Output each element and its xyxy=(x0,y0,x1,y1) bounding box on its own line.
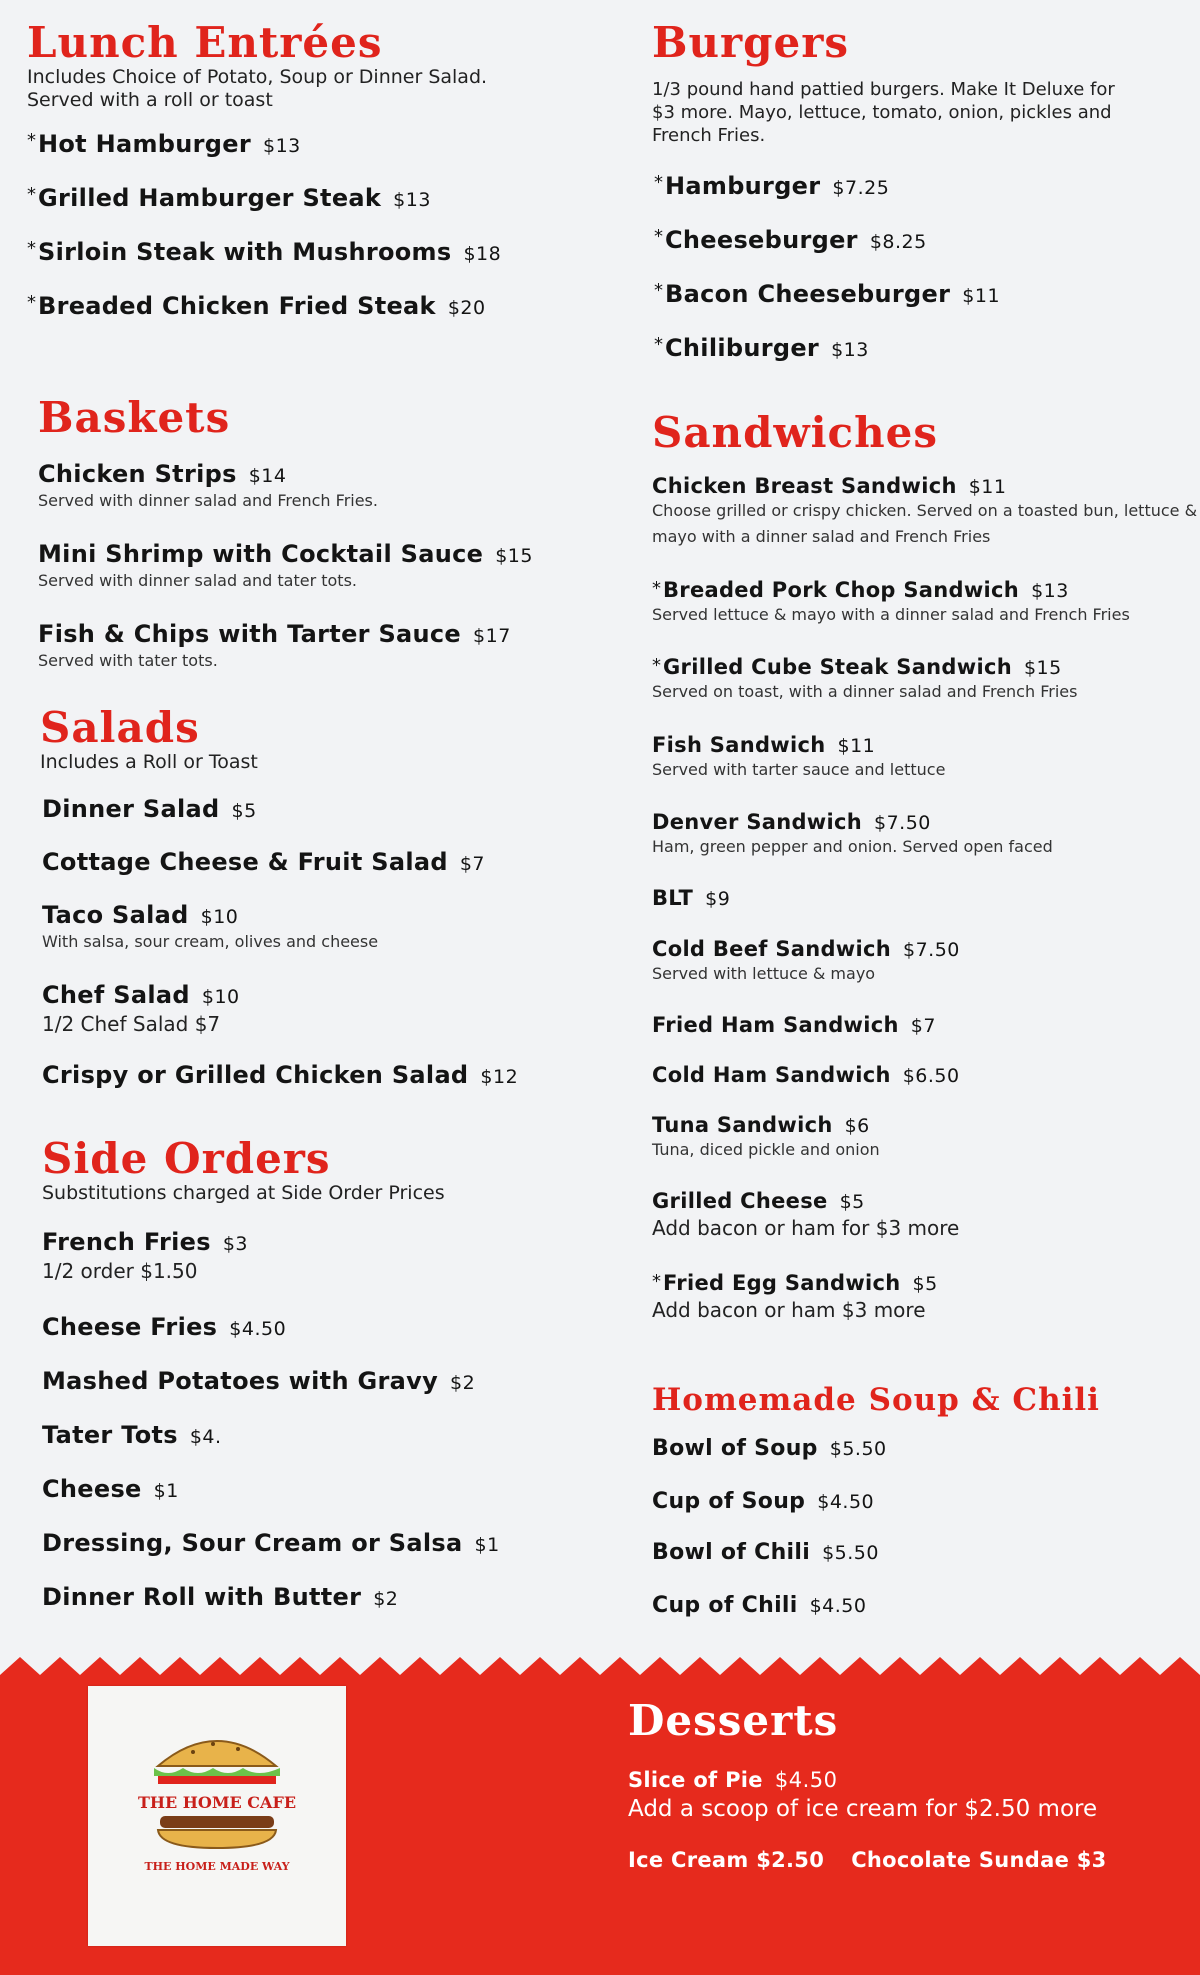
item-name: Cheese xyxy=(42,1475,142,1503)
item-price: $7.25 xyxy=(832,177,890,199)
item-price: $8.25 xyxy=(869,231,927,253)
item-name: Chicken Strips xyxy=(38,460,237,488)
item-description: Choose grilled or crispy chicken. Served on a toasted bun, lettuce & xyxy=(652,501,1198,520)
lunch-heading: Lunch Entrées xyxy=(27,18,383,67)
menu-item xyxy=(652,1593,867,1618)
item-price: $5 xyxy=(231,800,257,822)
lunch-section xyxy=(27,18,657,112)
menu-item xyxy=(27,238,501,266)
item-description: Ham, green pepper and onion. Served open faced xyxy=(652,837,1053,856)
soup-section xyxy=(652,1382,1192,1418)
item-name: Cup of Soup xyxy=(652,1489,806,1514)
salads-heading: Salads xyxy=(40,703,200,752)
ice-cream-item: Ice Cream $2.50 xyxy=(628,1848,825,1872)
menu-item xyxy=(42,1421,222,1449)
item-name: BLT xyxy=(652,886,694,910)
item-price: $5.50 xyxy=(822,1542,879,1564)
item-name: Denver Sandwich xyxy=(652,810,862,834)
lunch-note-line2: Served with a roll or toast xyxy=(27,89,273,111)
item-price: $11 xyxy=(962,285,1001,307)
menu-item xyxy=(652,578,1130,628)
item-price: $17 xyxy=(473,625,511,647)
menu-item xyxy=(652,1013,936,1037)
lunch-note xyxy=(27,66,657,112)
menu-item xyxy=(38,460,378,514)
item-name: Hot Hamburger xyxy=(38,130,251,158)
item-name: Fried Ham Sandwich xyxy=(652,1013,899,1037)
item-name: Bowl of Chili xyxy=(652,1540,811,1565)
item-name: Mini Shrimp with Cocktail Sauce xyxy=(38,540,484,568)
item-price: $18 xyxy=(463,243,502,265)
menu-item xyxy=(654,172,889,200)
item-price: $4.50 xyxy=(809,1595,867,1617)
item-description: Add bacon or ham for $3 more xyxy=(652,1216,960,1240)
menu-item xyxy=(42,1061,518,1089)
star-marker: * xyxy=(654,280,663,301)
item-description: Served with tater tots. xyxy=(38,651,218,670)
desserts-section xyxy=(628,1696,1168,1872)
item-description: With salsa, sour cream, olives and cheese xyxy=(42,932,379,951)
item-price: $6 xyxy=(844,1115,870,1137)
item-price: $7.50 xyxy=(903,939,960,961)
item-description: mayo with a dinner salad and French Fries xyxy=(652,527,991,546)
item-name: Breaded Chicken Fried Steak xyxy=(38,292,436,320)
salads-note: Includes a Roll or Toast xyxy=(40,751,258,773)
item-description: Served on toast, with a dinner salad and French Fries xyxy=(652,682,1078,701)
item-name: Grilled Hamburger Steak xyxy=(38,184,382,212)
star-marker: * xyxy=(652,1271,661,1292)
baskets-section xyxy=(38,393,668,442)
logo-name: THE HOME CAFE xyxy=(137,1793,297,1812)
star-marker: * xyxy=(27,184,36,205)
star-marker: * xyxy=(652,578,661,599)
menu-item xyxy=(654,280,1000,308)
item-description: Served with tarter sauce and lettuce xyxy=(652,760,946,779)
menu-item xyxy=(654,226,927,254)
logo-tagline: THE HOME MADE WAY xyxy=(144,1860,290,1873)
menu-item xyxy=(42,1529,500,1557)
item-description: Served with dinner salad and tater tots. xyxy=(38,571,357,590)
item-name: Bowl of Soup xyxy=(652,1436,818,1461)
item-price: $15 xyxy=(495,545,533,567)
item-name: Cold Beef Sandwich xyxy=(652,937,891,961)
star-marker: * xyxy=(27,130,36,151)
burgers-note-line1: 1/3 pound hand pattied burgers. Make It Deluxe for xyxy=(652,79,1115,100)
item-price: $7.50 xyxy=(874,812,931,834)
item-price: $10 xyxy=(200,906,239,928)
item-name: Cheeseburger xyxy=(665,226,858,254)
item-name: Sirloin Steak with Mushrooms xyxy=(38,238,452,266)
item-description: Served lettuce & mayo with a dinner salad and French Fries xyxy=(652,605,1130,624)
menu-item xyxy=(652,937,960,987)
item-name: Slice of Pie xyxy=(628,1768,763,1792)
sundae-item: Chocolate Sundae $3 xyxy=(851,1848,1107,1872)
item-price: $1 xyxy=(474,1534,500,1556)
dessert-extras xyxy=(628,1848,1168,1872)
item-price: $14 xyxy=(248,465,287,487)
star-marker: * xyxy=(27,238,36,259)
item-name: Crispy or Grilled Chicken Salad xyxy=(42,1061,469,1089)
sandwich-icon xyxy=(88,1686,346,1946)
menu-item xyxy=(654,334,869,362)
menu-item xyxy=(27,184,431,212)
item-name: Fried Egg Sandwich xyxy=(663,1271,901,1295)
item-price: $4.50 xyxy=(817,1491,875,1513)
menu-item xyxy=(42,1313,286,1341)
item-price: $11 xyxy=(837,735,876,757)
burgers-heading: Burgers xyxy=(652,18,850,67)
lunch-note-line1: Includes Choice of Potato, Soup or Dinner Salad. xyxy=(27,66,488,88)
menu-item xyxy=(652,810,1053,860)
baskets-heading: Baskets xyxy=(38,393,231,442)
item-price: $3 xyxy=(222,1233,248,1255)
menu-item xyxy=(42,1583,398,1611)
menu-item xyxy=(652,474,1197,550)
sides-section xyxy=(42,1134,672,1205)
item-name: Cold Ham Sandwich xyxy=(652,1063,891,1087)
item-price: $12 xyxy=(480,1066,519,1088)
item-name: Mashed Potatoes with Gravy xyxy=(42,1367,439,1395)
menu-item xyxy=(652,1271,938,1325)
item-name: Chef Salad xyxy=(42,981,190,1009)
item-name: Fish Sandwich xyxy=(652,733,826,757)
item-name: Bacon Cheeseburger xyxy=(665,280,951,308)
item-price: $11 xyxy=(968,476,1007,498)
menu-item xyxy=(652,1436,887,1461)
sides-note: Substitutions charged at Side Order Prices xyxy=(42,1182,445,1204)
item-price: $13 xyxy=(831,339,869,361)
item-name: Cup of Chili xyxy=(652,1593,798,1618)
item-name: Grilled Cube Steak Sandwich xyxy=(663,655,1012,679)
menu-item xyxy=(42,1228,248,1286)
menu-item xyxy=(42,1367,475,1395)
item-name: Cheese Fries xyxy=(42,1313,218,1341)
desserts-heading: Desserts xyxy=(628,1696,839,1745)
burgers-note-line3: French Fries. xyxy=(652,125,766,146)
item-price: $1 xyxy=(153,1480,179,1502)
item-description: Served with dinner salad and French Fries. xyxy=(38,491,378,510)
star-marker: * xyxy=(654,172,663,193)
item-price: $13 xyxy=(1031,580,1069,602)
item-price: $9 xyxy=(705,888,731,910)
item-name: Fish & Chips with Tarter Sauce xyxy=(38,620,462,648)
star-marker: * xyxy=(654,226,663,247)
item-price: $4.50 xyxy=(229,1318,287,1340)
menu-item xyxy=(42,848,485,876)
menu-item xyxy=(652,1113,880,1163)
item-price: $4. xyxy=(189,1426,222,1448)
sides-heading: Side Orders xyxy=(42,1134,331,1183)
menu-item xyxy=(652,1189,959,1243)
menu-item xyxy=(652,1489,874,1514)
menu-item xyxy=(38,540,533,594)
item-price: $2 xyxy=(373,1588,399,1610)
menu-item xyxy=(652,1063,960,1087)
salads-section xyxy=(40,703,670,774)
menu-item xyxy=(27,292,486,320)
burgers-section xyxy=(652,18,1192,147)
burgers-note xyxy=(652,78,1192,147)
menu-item xyxy=(42,795,257,823)
item-description: Add bacon or ham $3 more xyxy=(652,1298,926,1322)
item-description: 1/2 Chef Salad $7 xyxy=(42,1012,221,1036)
menu-item xyxy=(42,1475,179,1503)
item-name: Taco Salad xyxy=(42,901,189,929)
item-name: Tater Tots xyxy=(42,1421,178,1449)
item-price: $5.50 xyxy=(829,1438,887,1460)
item-price: $6.50 xyxy=(902,1065,960,1087)
item-name: Dressing, Sour Cream or Salsa xyxy=(42,1529,463,1557)
menu-item xyxy=(652,733,945,783)
menu-item xyxy=(42,981,240,1039)
item-name: Hamburger xyxy=(665,172,821,200)
star-marker: * xyxy=(27,292,36,313)
star-marker: * xyxy=(654,334,663,355)
item-name: Breaded Pork Chop Sandwich xyxy=(663,578,1020,602)
item-price: $10 xyxy=(201,986,240,1008)
menu-item xyxy=(42,901,378,955)
item-name: Grilled Cheese xyxy=(652,1189,828,1213)
sandwiches-section xyxy=(652,408,1192,457)
soup-heading: Homemade Soup & Chili xyxy=(652,1382,1100,1418)
menu-item xyxy=(27,130,301,158)
item-price: $15 xyxy=(1023,657,1062,679)
logo-card xyxy=(88,1686,346,1946)
item-price: $20 xyxy=(447,297,486,319)
menu-item xyxy=(652,655,1077,705)
item-price: $13 xyxy=(393,189,431,211)
item-price: $5 xyxy=(912,1273,938,1295)
item-price: $4.50 xyxy=(774,1768,838,1792)
star-marker: * xyxy=(652,655,661,676)
item-description: Served with lettuce & mayo xyxy=(652,964,876,983)
item-name: Chiliburger xyxy=(665,334,820,362)
menu-item xyxy=(652,1540,879,1565)
item-name: Cottage Cheese & Fruit Salad xyxy=(42,848,448,876)
burgers-note-line2: $3 more. Mayo, lettuce, tomato, onion, pickles and xyxy=(652,102,1112,123)
item-name: Chicken Breast Sandwich xyxy=(652,474,957,498)
item-price: $2 xyxy=(450,1372,476,1394)
item-price: $7 xyxy=(459,853,486,875)
item-name: Dinner Roll with Butter xyxy=(42,1583,362,1611)
item-name: Tuna Sandwich xyxy=(652,1113,833,1137)
menu-item xyxy=(628,1768,1168,1792)
item-price: $7 xyxy=(910,1015,936,1037)
item-name: French Fries xyxy=(42,1228,211,1256)
menu-item xyxy=(38,620,511,674)
item-price: $5 xyxy=(839,1191,865,1213)
item-description: Add a scoop of ice cream for $2.50 more xyxy=(628,1796,1098,1822)
item-price: $13 xyxy=(263,135,301,157)
item-name: Dinner Salad xyxy=(42,795,220,823)
item-description: 1/2 order $1.50 xyxy=(42,1259,198,1283)
item-description: Tuna, diced pickle and onion xyxy=(652,1140,880,1159)
menu-item xyxy=(652,886,730,910)
sandwiches-heading: Sandwiches xyxy=(652,408,939,457)
